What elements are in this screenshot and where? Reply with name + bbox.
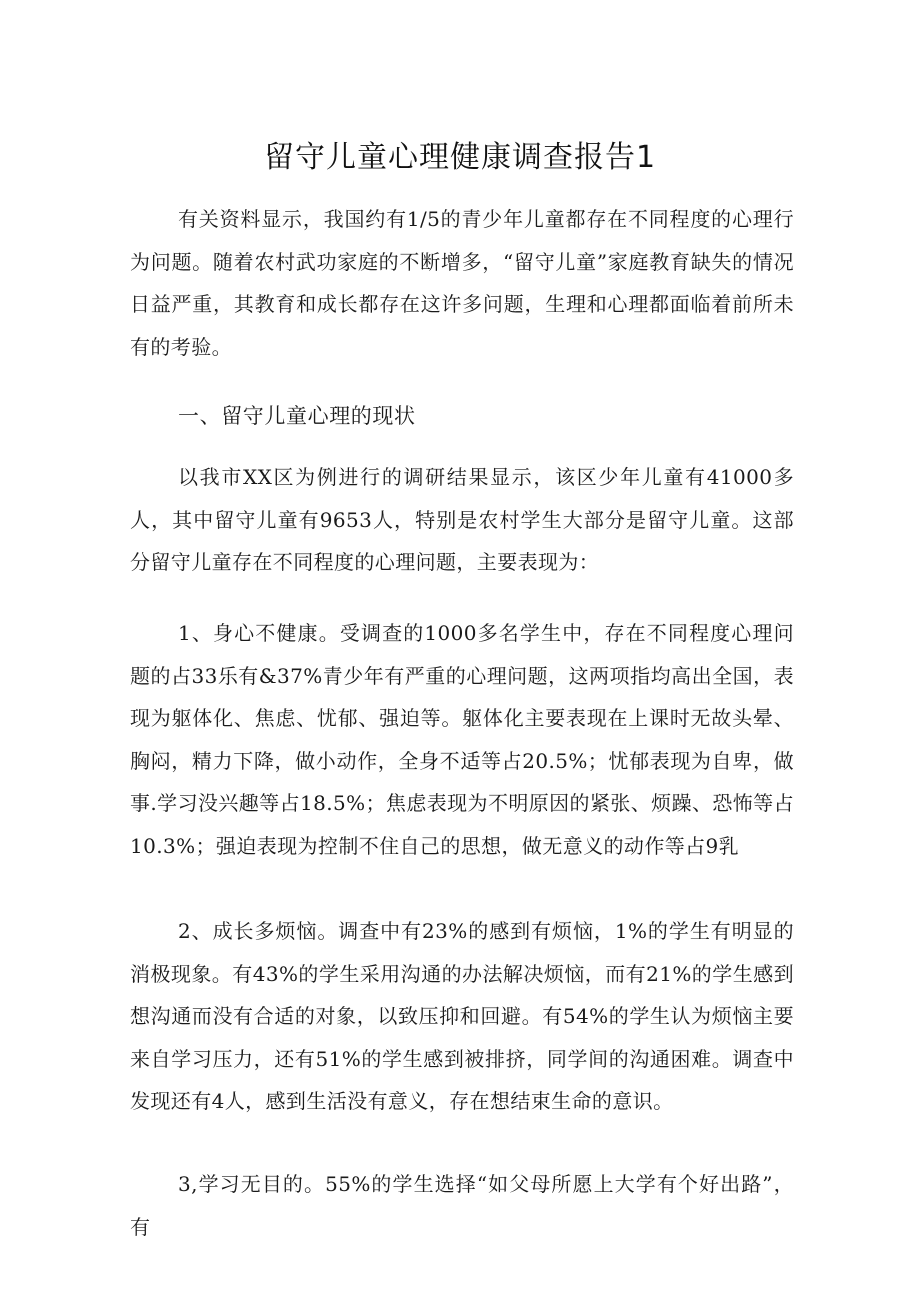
list-item-growth-troubles: 2、成长多烦恼。调查中有23%的感到有烦恼，1%的学生有明显的消极现象。有43%的学生采用沟通的办法解决烦恼，而有21%的学生感到想沟通而没有合适的对象，以致压抑和回避。有54%的学生认为烦恼主要来自学习压力，还有51%的学生感到被排挤，同学间的沟通困难。调查中发现还有4人，感到生活没有意义，存在想结束生命的意识。	[130, 919, 794, 1113]
intro-paragraph: 有关资料显示，我国约有1/5的青少年儿童都存在不同程度的心理行为问题。随着农村武功家庭的不断增多，“留守儿童”家庭教育缺失的情况日益严重，其教育和成长都存在这许多问题，生理和心理都面临着前所未有的考验。	[130, 207, 794, 359]
list-item-aimless-study: 3,学习无目的。55%的学生选择“如父母所愿上大学有个好出路”，有	[130, 1172, 794, 1239]
list-item-physical-mental-health: 1、身心不健康。受调查的1000多名学生中，存在不同程度心理问题的占33乐有&37%青少年有严重的心理问题，这两项指均高出全国，表现为躯体化、焦虑、忧郁、强迫等。躯体化主要表现在上课时无故头晕、胸闷，精力下降，做小动作，全身不适等占20.5%；忧郁表现为自卑，做事.学习没兴趣等占18.5%；焦虑表现为不明原因的紧张、烦躁、恐怖等占10.3%；强迫表现为控制不住自己的思想，做无意义的动作等占9乳	[130, 621, 794, 858]
section-heading-current-status: 一、留守儿童心理的现状	[178, 404, 416, 428]
document-title: 留守儿童心理健康调查报告1	[263, 140, 657, 175]
survey-results-paragraph: 以我市XX区为例进行的调研结果显示，该区少年儿童有41000多人，其中留守儿童有9653人，特别是农村学生大部分是留守儿童。这部分留守儿童存在不同程度的心理问题，主要表现为：	[130, 465, 794, 574]
